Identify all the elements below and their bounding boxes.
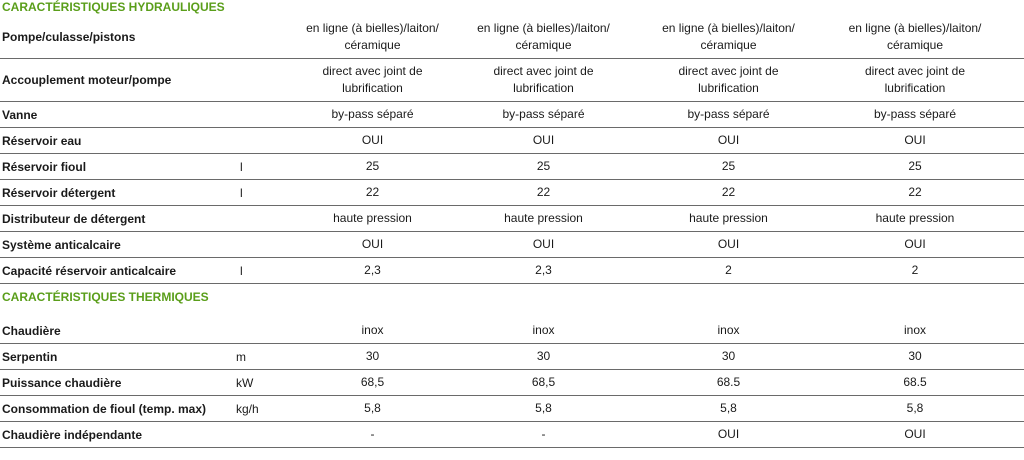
value-cell: inox (532, 323, 555, 337)
value-cell: 22 (365, 185, 380, 199)
value-cell: 68.5 (903, 375, 927, 389)
value-cell: inox (361, 323, 384, 337)
value-cell: 5,8 (906, 401, 924, 415)
row-label: Réservoir détergent (2, 185, 116, 200)
table-row (0, 370, 1024, 396)
table-row (0, 206, 1024, 232)
value-cell: direct avec joint de lubrification (678, 64, 779, 95)
value-cell: by-pass séparé (502, 107, 585, 121)
row-label: Réservoir eau (2, 133, 82, 148)
row-label: Consommation de fioul (temp. max) (2, 401, 207, 416)
table-row (0, 154, 1024, 180)
value-cell: 2,3 (535, 263, 552, 277)
value-cell: direct avec joint de lubrification (322, 64, 423, 95)
value-cell: 5,8 (720, 401, 737, 415)
table-row (0, 16, 1024, 59)
row-label: Vanne (2, 107, 38, 122)
table-row (0, 396, 1024, 422)
value-cell: haute pression (875, 211, 955, 225)
value-cell: OUI (532, 133, 555, 147)
row-label: Puissance chaudière (2, 375, 122, 390)
hydraulic-section-title: CARACTÉRISTIQUES HYDRAULIQUES (2, 0, 225, 14)
value-cell: OUI (904, 427, 926, 441)
value-cell: inox (903, 323, 926, 337)
thermal-table (0, 318, 1024, 448)
value-cell: 2 (725, 263, 732, 277)
value-cell: 25 (721, 159, 736, 173)
row-label: Accouplement moteur/pompe (2, 73, 172, 87)
value-cell: direct avec joint de lubrification (493, 64, 594, 95)
value-cell: 68,5 (531, 375, 556, 389)
value-cell: 5,8 (535, 401, 552, 415)
value-cell: 22 (721, 185, 736, 199)
row-label: Chaudière (2, 323, 61, 338)
table-row (0, 102, 1024, 128)
hydraulic-table (0, 16, 1024, 284)
value-cell: en ligne (à bielles)/laiton/ céramique (477, 21, 610, 52)
value-cell: 68,5 (360, 375, 385, 389)
value-cell: by-pass séparé (687, 107, 770, 121)
value-cell: OUI (717, 237, 740, 251)
row-unit: l (240, 159, 243, 174)
value-cell: 30 (908, 349, 922, 363)
row-unit: l (240, 185, 243, 200)
table-row (0, 422, 1024, 448)
value-cell: direct avec joint de lubrification (864, 64, 966, 95)
table-row (0, 344, 1024, 370)
row-unit: kW (236, 375, 254, 390)
table-row (0, 232, 1024, 258)
value-cell: 30 (536, 349, 551, 363)
table-row (0, 258, 1024, 284)
row-label: Chaudière indépendante (2, 427, 143, 442)
value-cell: 30 (721, 349, 736, 363)
value-cell: by-pass séparé (873, 107, 957, 121)
value-cell: OUI (904, 237, 926, 251)
value-cell: 2,3 (364, 263, 381, 277)
value-cell: haute pression (333, 211, 412, 225)
row-label: Système anticalcaire (2, 237, 121, 252)
thermal-section-title: CARACTÉRISTIQUES THERMIQUES (2, 290, 209, 304)
value-cell: en ligne (à bielles)/laiton/ céramique (662, 21, 795, 52)
value-cell: 25 (536, 159, 551, 173)
value-cell: haute pression (504, 211, 583, 225)
value-cell: OUI (361, 133, 384, 147)
value-cell: en ligne (à bielles)/laiton/ céramique (306, 21, 439, 52)
value-cell: OUI (717, 427, 740, 441)
value-cell: inox (717, 323, 740, 337)
row-unit: kg/h (236, 401, 259, 416)
value-cell: OUI (904, 133, 926, 147)
value-cell: OUI (532, 237, 555, 251)
value-cell: 30 (365, 349, 380, 363)
row-unit: l (240, 263, 243, 278)
value-cell: en ligne (à bielles)/laiton/ céramique (848, 21, 982, 52)
value-cell: 22 (908, 185, 922, 199)
row-label: Serpentin (2, 349, 58, 364)
value-cell: by-pass séparé (331, 107, 414, 121)
row-unit: m (236, 349, 246, 364)
row-label: Réservoir fioul (2, 159, 87, 174)
value-cell: - (541, 427, 546, 441)
value-cell: 25 (908, 159, 922, 173)
table-row (0, 180, 1024, 206)
value-cell: 5,8 (364, 401, 381, 415)
value-cell: 2 (911, 263, 919, 277)
table-row (0, 59, 1024, 102)
row-label: Capacité réservoir anticalcaire (2, 263, 177, 278)
value-cell: 25 (365, 159, 380, 173)
value-cell: haute pression (689, 211, 768, 225)
row-label: Distributeur de détergent (2, 211, 146, 226)
value-cell: - (370, 427, 375, 441)
row-label: Pompe/culasse/pistons (2, 30, 136, 44)
value-cell: 22 (536, 185, 551, 199)
value-cell: 68.5 (716, 375, 741, 389)
table-row (0, 128, 1024, 154)
value-cell: OUI (361, 237, 384, 251)
value-cell: OUI (717, 133, 740, 147)
table-row (0, 318, 1024, 344)
